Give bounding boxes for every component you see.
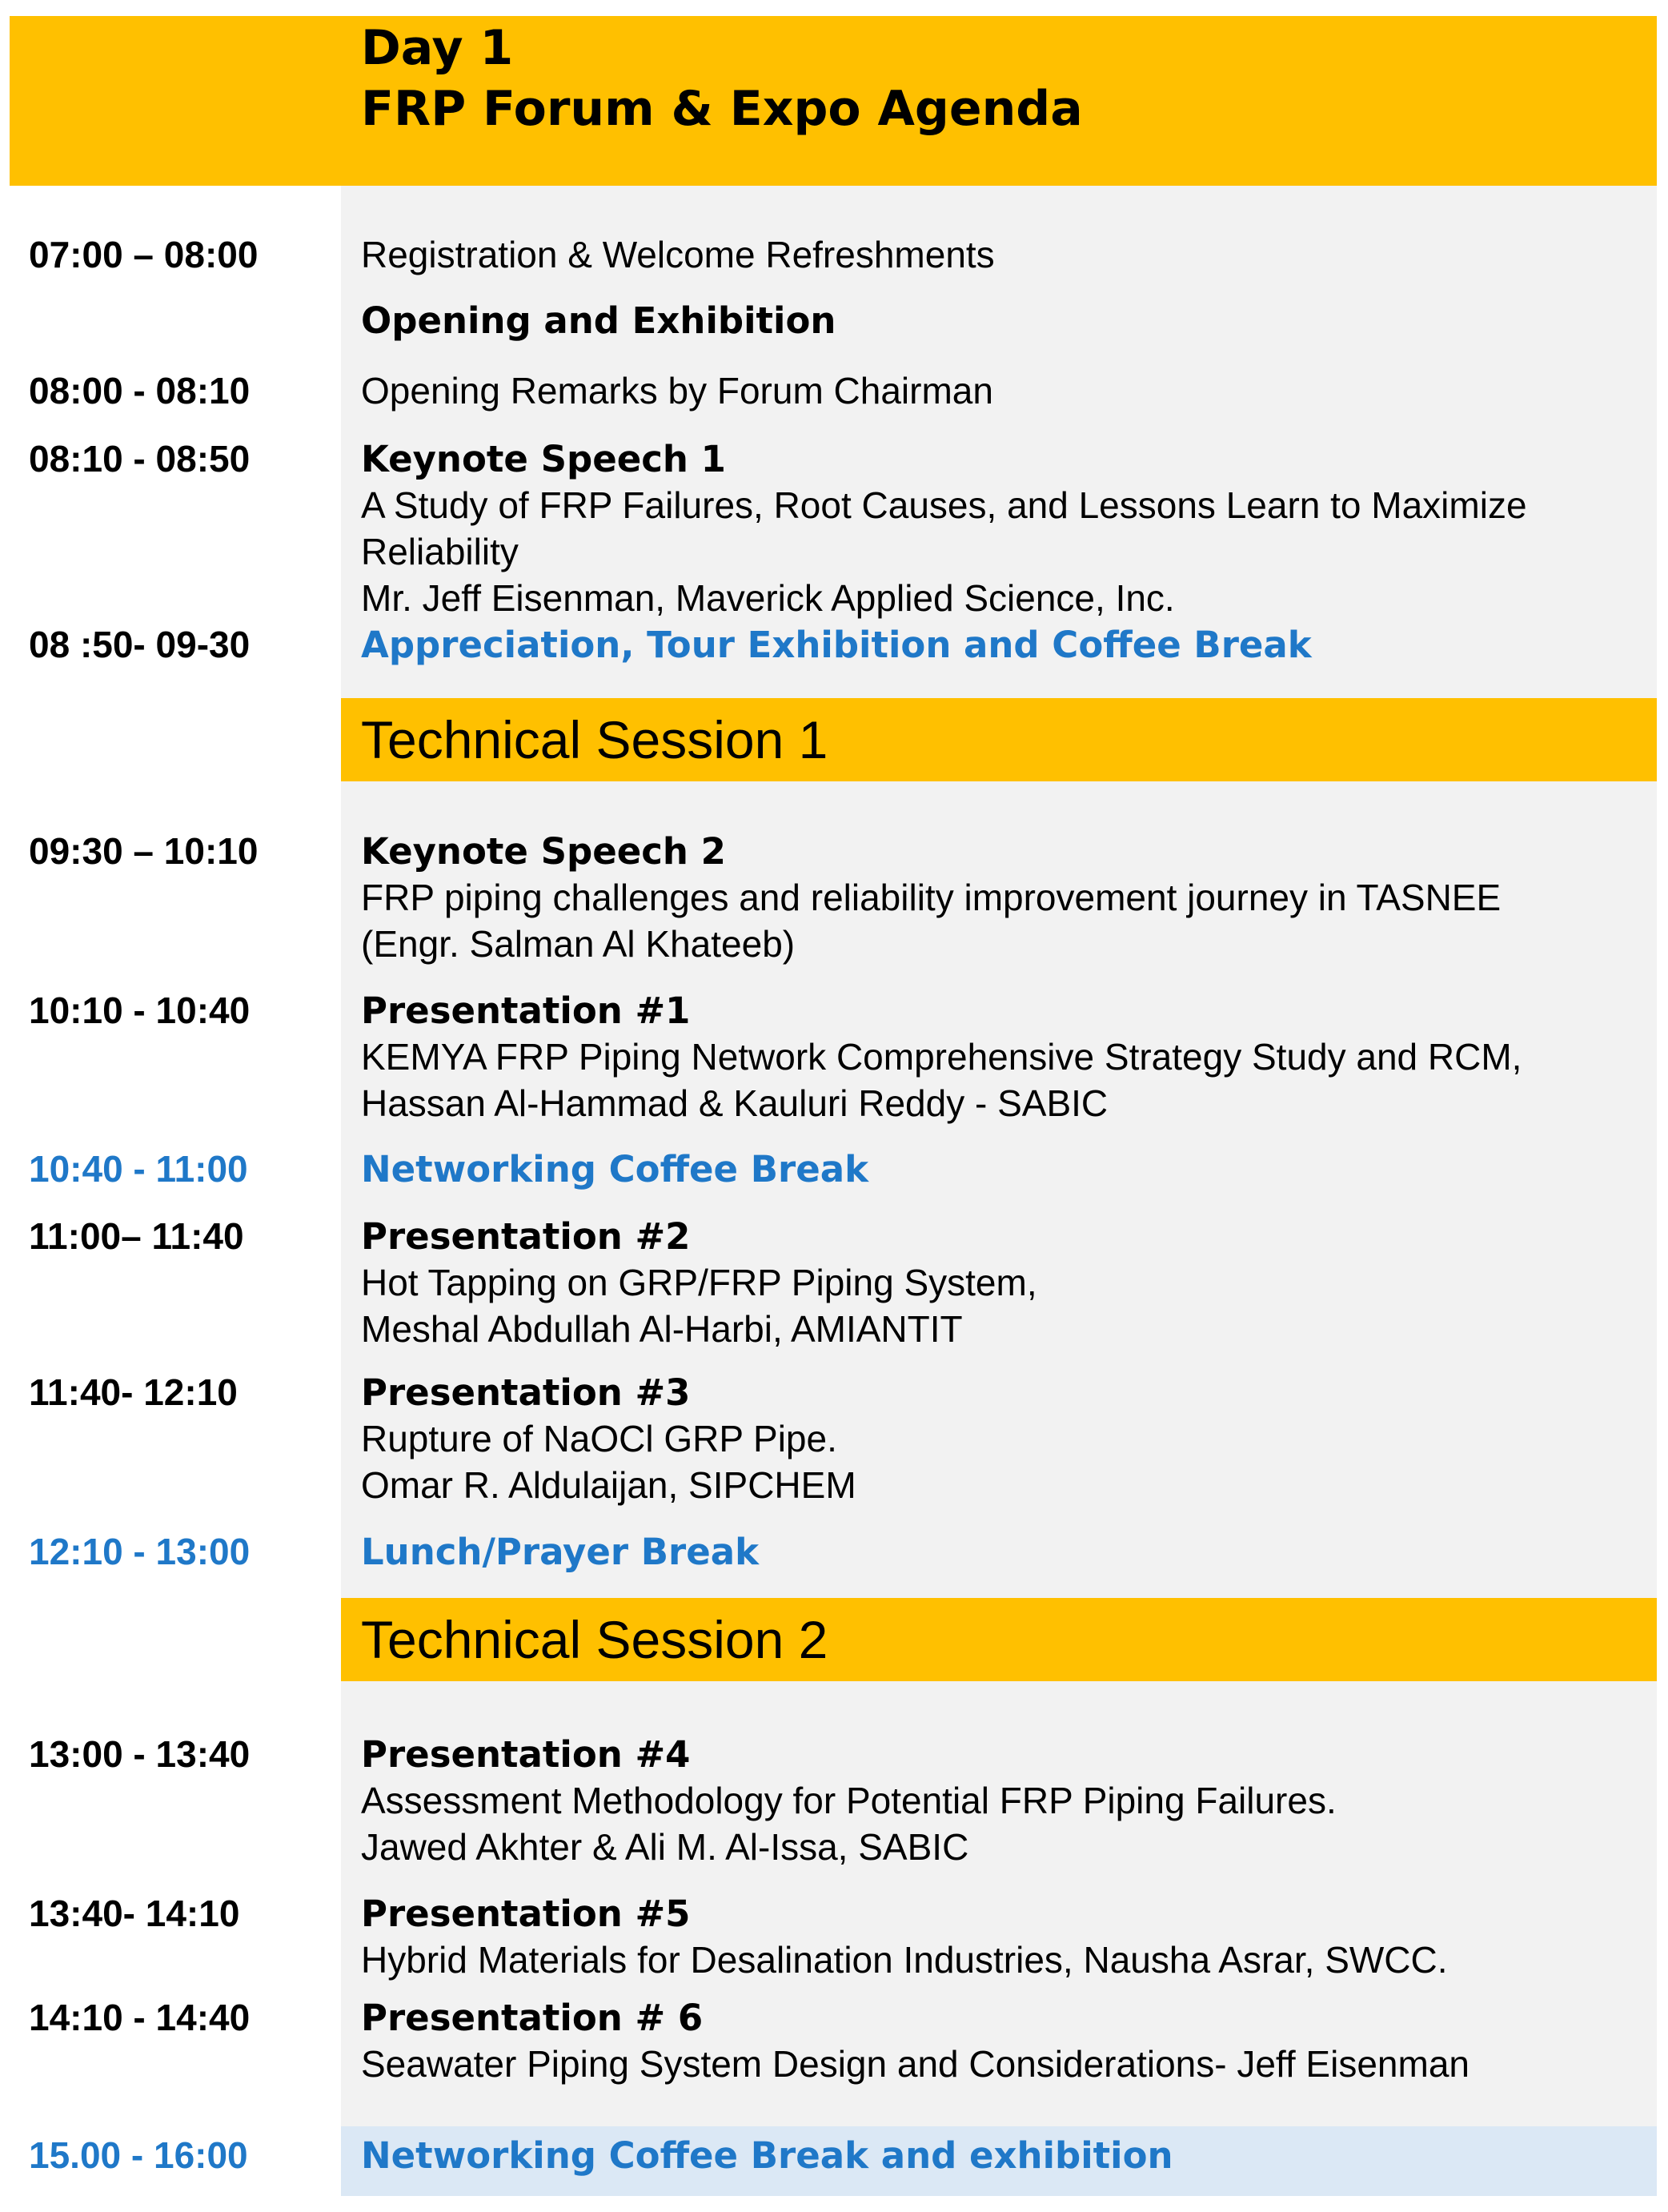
agenda-item-title: Presentation #3 <box>361 1371 691 1414</box>
agenda-break: Appreciation, Tour Exhibition and Coffee Break <box>361 624 1312 666</box>
time-slot: 11:40- 12:10 <box>29 1371 238 1413</box>
time-slot: 08:10 - 08:50 <box>29 438 251 480</box>
time-slot: 13:00 - 13:40 <box>29 1733 251 1775</box>
agenda-item: Opening Remarks by Forum Chairman <box>361 370 993 411</box>
time-slot: 09:30 – 10:10 <box>29 830 259 872</box>
time-slot: 10:10 - 10:40 <box>29 990 251 1031</box>
time-slot: 12:10 - 13:00 <box>29 1531 251 1572</box>
agenda-break: Lunch/Prayer Break <box>361 1531 760 1573</box>
session-title: Technical Session 1 <box>361 710 828 769</box>
agenda-item-speaker: Mr. Jeff Eisenman, Maverick Applied Science, Inc. <box>361 577 1175 619</box>
agenda-item-title: Keynote Speech 1 <box>361 438 726 480</box>
time-slot: 13:40- 14:10 <box>29 1893 240 1934</box>
agenda-item-detail: Hot Tapping on GRP/FRP Piping System, <box>361 1262 1037 1303</box>
agenda-item-detail: KEMYA FRP Piping Network Comprehensive Strategy Study and RCM, <box>361 1036 1522 1078</box>
session-title: Technical Session 2 <box>361 1610 828 1669</box>
agenda-break: Networking Coffee Break and exhibition <box>361 2134 1173 2177</box>
agenda-item-title: Presentation #5 <box>361 1893 691 1935</box>
agenda-item-detail: Rupture of NaOCl GRP Pipe. <box>361 1418 837 1459</box>
time-slot: 07:00 – 08:00 <box>29 234 259 275</box>
time-slot: 11:00– 11:40 <box>29 1215 244 1257</box>
agenda-item-speaker: Omar R. Aldulaijan, SIPCHEM <box>361 1464 856 1506</box>
agenda-heading: Opening and Exhibition <box>361 299 836 342</box>
agenda-item-speaker: Meshal Abdullah Al-Harbi, AMIANTIT <box>361 1308 963 1350</box>
time-slot: 08 :50- 09-30 <box>29 624 251 665</box>
agenda-item-detail: A Study of FRP Failures, Root Causes, and Lessons Learn to Maximize <box>361 484 1527 526</box>
agenda-break: Networking Coffee Break <box>361 1148 869 1190</box>
agenda-item-detail: Hybrid Materials for Desalination Industries, Nausha Asrar, SWCC. <box>361 1939 1448 1981</box>
agenda-item: Registration & Welcome Refreshments <box>361 234 995 275</box>
agenda-item-title: Presentation #2 <box>361 1215 691 1258</box>
agenda-item-detail: Assessment Methodology for Potential FRP Piping Failures. <box>361 1780 1337 1821</box>
time-slot: 15.00 - 16:00 <box>29 2134 248 2176</box>
agenda-item-detail: Reliability <box>361 531 519 572</box>
time-slot: 10:40 - 11:00 <box>29 1148 248 1190</box>
header-day: Day 1 <box>361 20 514 76</box>
agenda-item-speaker: (Engr. Salman Al Khateeb) <box>361 923 796 965</box>
agenda-item-detail: FRP piping challenges and reliability improvement journey in TASNEE <box>361 877 1502 918</box>
agenda-item-title: Presentation #4 <box>361 1733 691 1776</box>
header-title: FRP Forum & Expo Agenda <box>361 81 1083 137</box>
agenda-item-detail: Seawater Piping System Design and Considerations- Jeff Eisenman <box>361 2043 1470 2085</box>
agenda-item-title: Presentation #1 <box>361 990 691 1032</box>
agenda-item-title: Keynote Speech 2 <box>361 830 726 873</box>
time-slot: 08:00 - 08:10 <box>29 370 251 411</box>
time-slot: 14:10 - 14:40 <box>29 1997 251 2038</box>
agenda-item-title: Presentation # 6 <box>361 1997 704 2039</box>
agenda-item-speaker: Hassan Al-Hammad & Kauluri Reddy - SABIC <box>361 1082 1109 1124</box>
agenda-item-speaker: Jawed Akhter & Ali M. Al-Issa, SABIC <box>361 1826 969 1868</box>
